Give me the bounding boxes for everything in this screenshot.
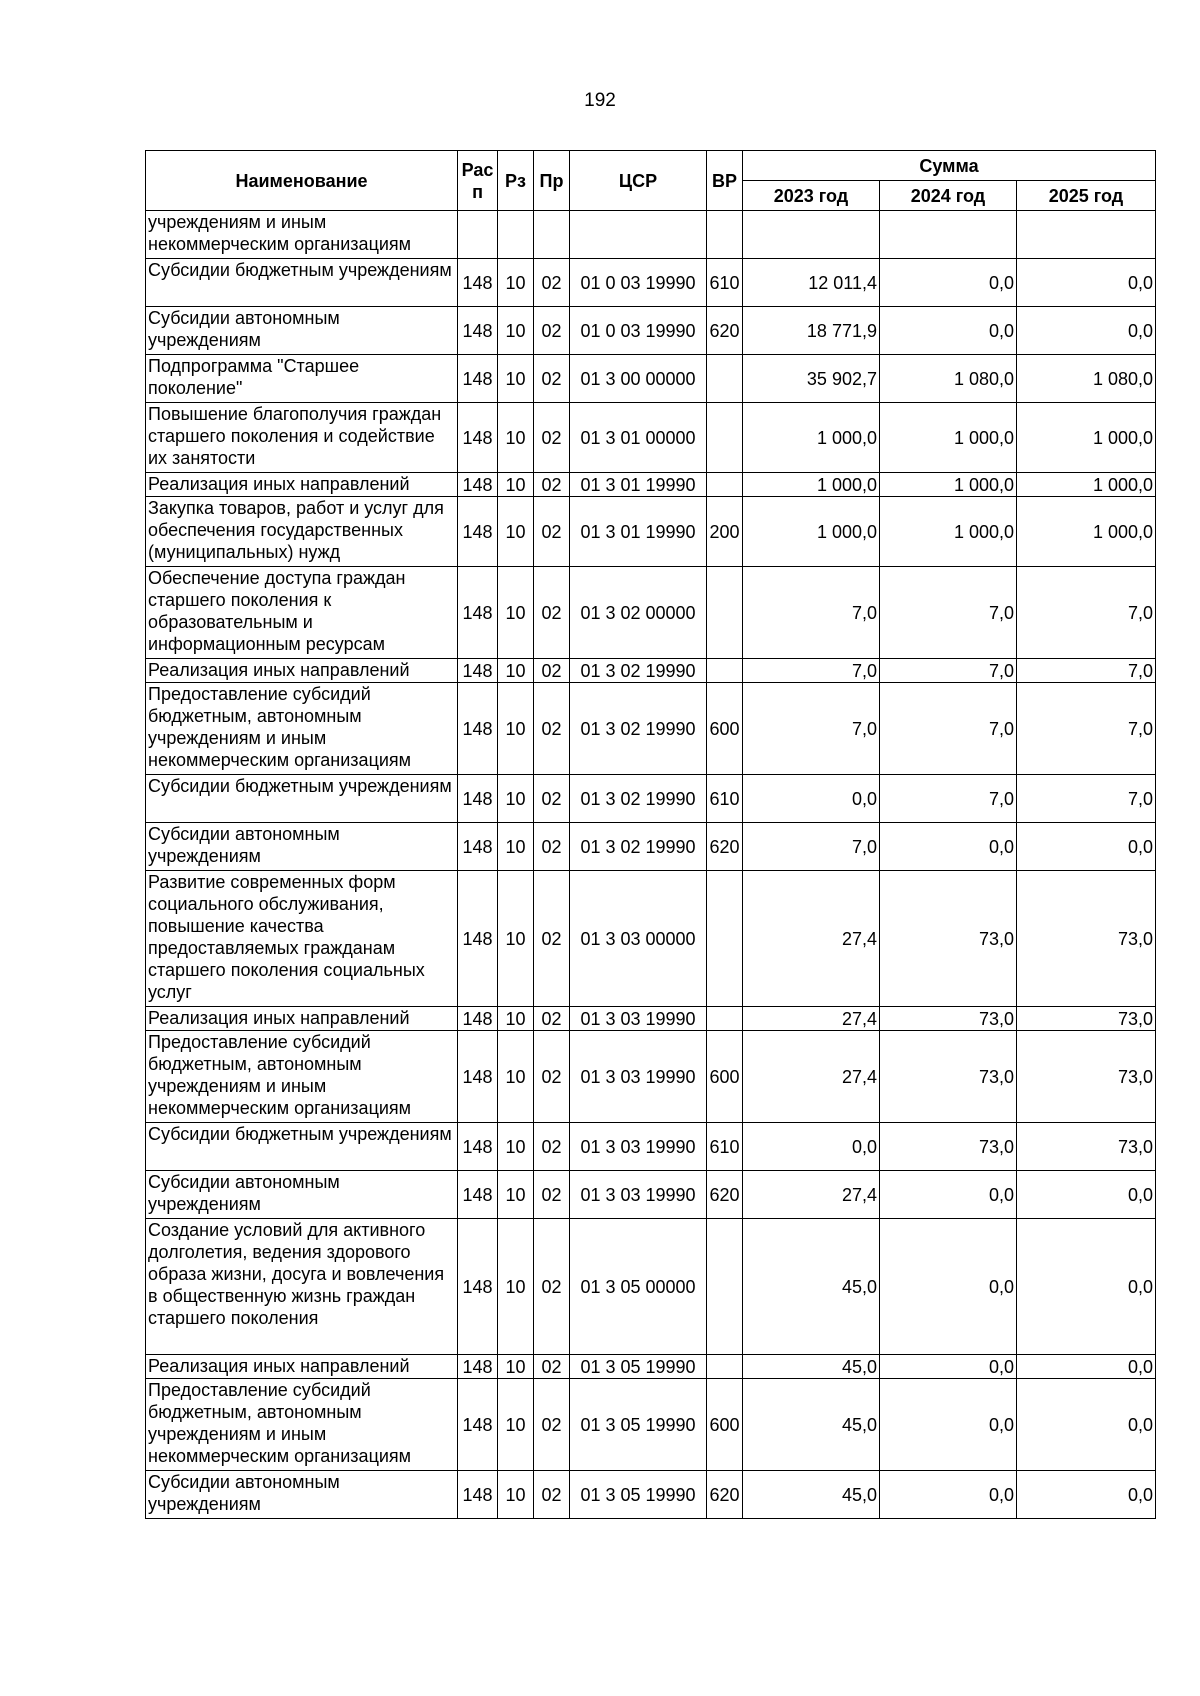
row-amount-2024: 0,0 xyxy=(880,1379,1017,1471)
row-amount-2025 xyxy=(1017,211,1156,259)
table-row xyxy=(146,1471,1156,1519)
row-csr: 01 3 01 00000 xyxy=(570,403,707,473)
row-amount-2024: 7,0 xyxy=(880,659,1017,683)
table-row xyxy=(146,1031,1156,1123)
row-name: Предоставление субсидий бюджетным, автономным учреждениям и иным некоммерческим организациям xyxy=(146,1031,458,1123)
table-row xyxy=(146,1219,1156,1355)
table-row xyxy=(146,871,1156,1007)
row-csr: 01 3 01 19990 xyxy=(570,497,707,567)
row-vr xyxy=(707,1219,743,1355)
row-rasp: 148 xyxy=(458,307,498,355)
row-amount-2023: 35 902,7 xyxy=(743,355,880,403)
row-csr: 01 3 05 19990 xyxy=(570,1379,707,1471)
row-csr: 01 3 02 00000 xyxy=(570,567,707,659)
row-amount-2023: 45,0 xyxy=(743,1219,880,1355)
row-amount-2025: 0,0 xyxy=(1017,823,1156,871)
row-name: Реализация иных направлений xyxy=(146,1355,458,1379)
table-row xyxy=(146,567,1156,659)
row-amount-2023: 12 011,4 xyxy=(743,259,880,307)
row-name: Предоставление субсидий бюджетным, автономным учреждениям и иным некоммерческим организациям xyxy=(146,1379,458,1471)
row-amount-2024: 0,0 xyxy=(880,307,1017,355)
row-name: Реализация иных направлений xyxy=(146,1007,458,1031)
row-name: Обеспечение доступа граждан старшего поколения к образовательным и информационным ресурсам xyxy=(146,567,458,659)
row-csr xyxy=(570,211,707,259)
row-rz: 10 xyxy=(498,567,534,659)
row-csr: 01 3 05 00000 xyxy=(570,1219,707,1355)
row-pr: 02 xyxy=(534,307,570,355)
row-name: Субсидии автономным учреждениям xyxy=(146,1171,458,1219)
row-rasp: 148 xyxy=(458,403,498,473)
row-amount-2024: 0,0 xyxy=(880,1219,1017,1355)
row-amount-2024: 0,0 xyxy=(880,1355,1017,1379)
row-vr xyxy=(707,659,743,683)
row-vr: 600 xyxy=(707,683,743,775)
row-amount-2025: 7,0 xyxy=(1017,659,1156,683)
row-csr: 01 3 03 19990 xyxy=(570,1123,707,1171)
row-amount-2023: 27,4 xyxy=(743,871,880,1007)
row-pr: 02 xyxy=(534,355,570,403)
budget-table xyxy=(145,150,1156,1519)
row-csr: 01 3 03 00000 xyxy=(570,871,707,1007)
row-amount-2025: 73,0 xyxy=(1017,1123,1156,1171)
row-rasp: 148 xyxy=(458,1123,498,1171)
header-rasp: Рас п xyxy=(458,151,498,211)
table-row xyxy=(146,1171,1156,1219)
table-row xyxy=(146,1379,1156,1471)
row-vr: 620 xyxy=(707,1171,743,1219)
row-name: Создание условий для активного долголетия, ведения здорового образа жизни, досуга и вовлечения в общественную жизнь граждан старшего поколения xyxy=(146,1219,458,1355)
row-pr: 02 xyxy=(534,473,570,497)
row-amount-2023: 27,4 xyxy=(743,1007,880,1031)
row-rasp: 148 xyxy=(458,259,498,307)
row-name: учреждениям и иным некоммерческим организациям xyxy=(146,211,458,259)
row-rasp: 148 xyxy=(458,473,498,497)
row-name: Реализация иных направлений xyxy=(146,473,458,497)
table-row xyxy=(146,403,1156,473)
row-amount-2024: 73,0 xyxy=(880,1031,1017,1123)
row-amount-2023: 27,4 xyxy=(743,1031,880,1123)
header-rz: Рз xyxy=(498,151,534,211)
row-amount-2023: 7,0 xyxy=(743,823,880,871)
table-row xyxy=(146,497,1156,567)
table-row xyxy=(146,259,1156,307)
row-amount-2024: 0,0 xyxy=(880,1171,1017,1219)
row-vr: 610 xyxy=(707,775,743,823)
header-sum: Сумма xyxy=(743,151,1156,181)
row-amount-2025: 0,0 xyxy=(1017,1355,1156,1379)
row-csr: 01 3 03 19990 xyxy=(570,1031,707,1123)
row-csr: 01 3 02 19990 xyxy=(570,683,707,775)
table-row xyxy=(146,775,1156,823)
row-amount-2024: 7,0 xyxy=(880,683,1017,775)
row-rz: 10 xyxy=(498,1171,534,1219)
row-amount-2023: 18 771,9 xyxy=(743,307,880,355)
row-amount-2023: 0,0 xyxy=(743,1123,880,1171)
row-rasp: 148 xyxy=(458,775,498,823)
row-amount-2025: 0,0 xyxy=(1017,1171,1156,1219)
row-rz: 10 xyxy=(498,403,534,473)
row-vr: 600 xyxy=(707,1031,743,1123)
row-csr: 01 3 02 19990 xyxy=(570,823,707,871)
row-vr xyxy=(707,355,743,403)
row-amount-2023: 7,0 xyxy=(743,659,880,683)
row-pr: 02 xyxy=(534,1123,570,1171)
row-rasp: 148 xyxy=(458,1031,498,1123)
row-amount-2024: 73,0 xyxy=(880,1123,1017,1171)
row-name: Развитие современных форм социального обслуживания, повышение качества предоставляемых гражданам старшего поколения социальных услуг xyxy=(146,871,458,1007)
row-rz: 10 xyxy=(498,659,534,683)
table-body xyxy=(146,211,1156,1519)
row-pr: 02 xyxy=(534,1471,570,1519)
row-amount-2023: 1 000,0 xyxy=(743,497,880,567)
row-vr xyxy=(707,473,743,497)
row-rasp: 148 xyxy=(458,1471,498,1519)
row-amount-2025: 7,0 xyxy=(1017,775,1156,823)
row-rz: 10 xyxy=(498,775,534,823)
row-name: Субсидии автономным учреждениям xyxy=(146,307,458,355)
row-pr: 02 xyxy=(534,683,570,775)
row-csr: 01 3 01 19990 xyxy=(570,473,707,497)
row-pr: 02 xyxy=(534,823,570,871)
row-amount-2024 xyxy=(880,211,1017,259)
row-pr: 02 xyxy=(534,659,570,683)
row-vr: 600 xyxy=(707,1379,743,1471)
row-amount-2024: 7,0 xyxy=(880,567,1017,659)
row-rz: 10 xyxy=(498,259,534,307)
row-rz: 10 xyxy=(498,1219,534,1355)
table-row xyxy=(146,1007,1156,1031)
row-name: Реализация иных направлений xyxy=(146,659,458,683)
row-amount-2025: 73,0 xyxy=(1017,1031,1156,1123)
row-pr: 02 xyxy=(534,1031,570,1123)
row-rz: 10 xyxy=(498,1471,534,1519)
row-csr: 01 3 03 19990 xyxy=(570,1171,707,1219)
row-csr: 01 3 05 19990 xyxy=(570,1355,707,1379)
header-csr: ЦСР xyxy=(570,151,707,211)
row-pr: 02 xyxy=(534,1355,570,1379)
row-vr: 610 xyxy=(707,259,743,307)
row-amount-2025: 1 000,0 xyxy=(1017,473,1156,497)
row-amount-2023: 1 000,0 xyxy=(743,473,880,497)
row-vr xyxy=(707,403,743,473)
row-vr xyxy=(707,1355,743,1379)
row-name: Предоставление субсидий бюджетным, автономным учреждениям и иным некоммерческим организациям xyxy=(146,683,458,775)
header-2023: 2023 год xyxy=(743,181,880,211)
row-name: Повышение благополучия граждан старшего поколения и содействие их занятости xyxy=(146,403,458,473)
row-amount-2024: 1 000,0 xyxy=(880,497,1017,567)
row-name: Закупка товаров, работ и услуг для обеспечения государственных (муниципальных) нужд xyxy=(146,497,458,567)
row-pr: 02 xyxy=(534,567,570,659)
row-vr: 620 xyxy=(707,823,743,871)
row-amount-2025: 0,0 xyxy=(1017,259,1156,307)
row-rz: 10 xyxy=(498,1031,534,1123)
row-rz: 10 xyxy=(498,1007,534,1031)
row-pr: 02 xyxy=(534,403,570,473)
row-vr xyxy=(707,211,743,259)
row-amount-2025: 0,0 xyxy=(1017,1219,1156,1355)
row-name: Субсидии бюджетным учреждениям xyxy=(146,259,458,307)
row-rasp: 148 xyxy=(458,1219,498,1355)
row-amount-2025: 7,0 xyxy=(1017,683,1156,775)
row-amount-2023: 0,0 xyxy=(743,775,880,823)
row-rasp: 148 xyxy=(458,1007,498,1031)
row-rasp: 148 xyxy=(458,1171,498,1219)
header-vr: ВР xyxy=(707,151,743,211)
row-name: Субсидии автономным учреждениям xyxy=(146,823,458,871)
row-pr xyxy=(534,211,570,259)
row-amount-2023: 45,0 xyxy=(743,1471,880,1519)
row-csr: 01 3 02 19990 xyxy=(570,775,707,823)
row-amount-2024: 73,0 xyxy=(880,1007,1017,1031)
row-csr: 01 3 05 19990 xyxy=(570,1471,707,1519)
row-amount-2025: 7,0 xyxy=(1017,567,1156,659)
row-pr: 02 xyxy=(534,1379,570,1471)
row-amount-2023: 1 000,0 xyxy=(743,403,880,473)
row-rz: 10 xyxy=(498,1355,534,1379)
row-vr xyxy=(707,871,743,1007)
row-rasp: 148 xyxy=(458,871,498,1007)
row-rasp: 148 xyxy=(458,823,498,871)
row-rz: 10 xyxy=(498,497,534,567)
row-amount-2025: 0,0 xyxy=(1017,1471,1156,1519)
row-rasp xyxy=(458,211,498,259)
table-row xyxy=(146,211,1156,259)
row-amount-2024: 73,0 xyxy=(880,871,1017,1007)
row-rasp: 148 xyxy=(458,567,498,659)
row-amount-2025: 0,0 xyxy=(1017,307,1156,355)
row-amount-2025: 1 000,0 xyxy=(1017,497,1156,567)
row-amount-2024: 0,0 xyxy=(880,823,1017,871)
row-rasp: 148 xyxy=(458,355,498,403)
table-row xyxy=(146,473,1156,497)
row-csr: 01 0 03 19990 xyxy=(570,307,707,355)
row-rz: 10 xyxy=(498,473,534,497)
table-row xyxy=(146,823,1156,871)
row-pr: 02 xyxy=(534,497,570,567)
row-rasp: 148 xyxy=(458,683,498,775)
table-row xyxy=(146,1355,1156,1379)
row-csr: 01 3 00 00000 xyxy=(570,355,707,403)
table-row xyxy=(146,355,1156,403)
row-amount-2024: 7,0 xyxy=(880,775,1017,823)
row-amount-2024: 1 000,0 xyxy=(880,403,1017,473)
row-rasp: 148 xyxy=(458,659,498,683)
row-rasp: 148 xyxy=(458,497,498,567)
row-rz xyxy=(498,211,534,259)
row-rasp: 148 xyxy=(458,1379,498,1471)
row-amount-2023: 45,0 xyxy=(743,1379,880,1471)
row-amount-2025: 1 000,0 xyxy=(1017,403,1156,473)
table-row xyxy=(146,1123,1156,1171)
row-amount-2023 xyxy=(743,211,880,259)
row-vr: 620 xyxy=(707,1471,743,1519)
row-vr: 620 xyxy=(707,307,743,355)
row-amount-2025: 73,0 xyxy=(1017,871,1156,1007)
row-pr: 02 xyxy=(534,259,570,307)
row-vr: 200 xyxy=(707,497,743,567)
row-pr: 02 xyxy=(534,871,570,1007)
row-amount-2024: 0,0 xyxy=(880,1471,1017,1519)
row-csr: 01 0 03 19990 xyxy=(570,259,707,307)
row-amount-2025: 73,0 xyxy=(1017,1007,1156,1031)
row-rasp: 148 xyxy=(458,1355,498,1379)
row-csr: 01 3 02 19990 xyxy=(570,659,707,683)
row-amount-2025: 0,0 xyxy=(1017,1379,1156,1471)
row-amount-2023: 27,4 xyxy=(743,1171,880,1219)
header-2025: 2025 год xyxy=(1017,181,1156,211)
row-rz: 10 xyxy=(498,355,534,403)
header-pr: Пр xyxy=(534,151,570,211)
row-amount-2023: 7,0 xyxy=(743,683,880,775)
row-rz: 10 xyxy=(498,307,534,355)
row-pr: 02 xyxy=(534,1171,570,1219)
row-csr: 01 3 03 19990 xyxy=(570,1007,707,1031)
row-vr xyxy=(707,1007,743,1031)
row-name: Подпрограмма "Старшее поколение" xyxy=(146,355,458,403)
header-2024: 2024 год xyxy=(880,181,1017,211)
row-name: Субсидии автономным учреждениям xyxy=(146,1471,458,1519)
row-amount-2024: 0,0 xyxy=(880,259,1017,307)
row-pr: 02 xyxy=(534,1219,570,1355)
row-amount-2024: 1 000,0 xyxy=(880,473,1017,497)
row-name: Субсидии бюджетным учреждениям xyxy=(146,775,458,823)
row-rz: 10 xyxy=(498,871,534,1007)
row-pr: 02 xyxy=(534,1007,570,1031)
row-vr: 610 xyxy=(707,1123,743,1171)
row-vr xyxy=(707,567,743,659)
row-amount-2025: 1 080,0 xyxy=(1017,355,1156,403)
table-row xyxy=(146,307,1156,355)
header-name: Наименование xyxy=(146,151,458,211)
row-rz: 10 xyxy=(498,823,534,871)
row-rz: 10 xyxy=(498,1379,534,1471)
row-name: Субсидии бюджетным учреждениям xyxy=(146,1123,458,1171)
row-rz: 10 xyxy=(498,683,534,775)
row-pr: 02 xyxy=(534,775,570,823)
row-amount-2023: 45,0 xyxy=(743,1355,880,1379)
row-amount-2024: 1 080,0 xyxy=(880,355,1017,403)
page-number: 192 xyxy=(584,90,616,111)
row-rz: 10 xyxy=(498,1123,534,1171)
table-row xyxy=(146,659,1156,683)
table-row xyxy=(146,683,1156,775)
row-amount-2023: 7,0 xyxy=(743,567,880,659)
